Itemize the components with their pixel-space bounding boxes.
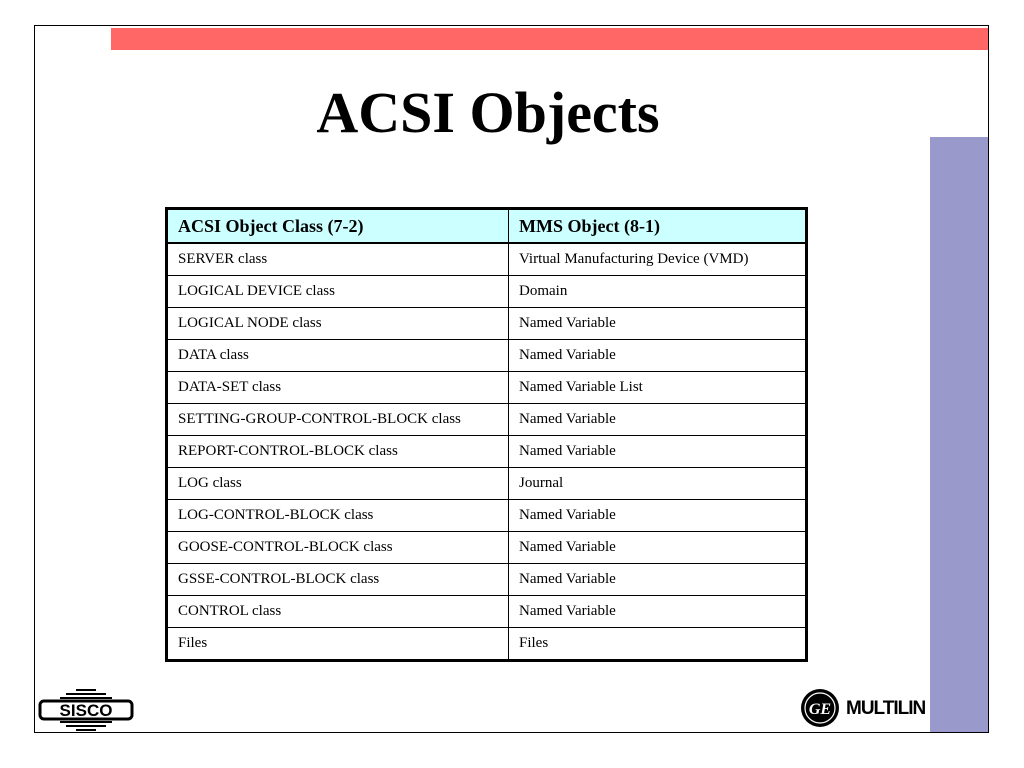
acsi-class-cell: REPORT-CONTROL-BLOCK class: [167, 436, 509, 468]
header-mms-object: MMS Object (8-1): [509, 209, 807, 244]
table-row: [167, 276, 807, 308]
table-row: [167, 340, 807, 372]
multilin-wordmark: MULTILIN: [846, 698, 926, 719]
header-acsi-class: ACSI Object Class (7-2): [167, 209, 509, 244]
acsi-class-cell: LOG class: [167, 468, 509, 500]
table-row: [167, 372, 807, 404]
mms-object-cell: Named Variable: [509, 500, 807, 532]
table-row: [167, 628, 807, 661]
mms-object-cell: Named Variable: [509, 532, 807, 564]
sisco-logo-text: SISCO: [59, 701, 113, 720]
mms-object-cell: Named Variable: [509, 404, 807, 436]
mms-object-cell: Virtual Manufacturing Device (VMD): [509, 243, 807, 276]
table-row: [167, 564, 807, 596]
acsi-class-cell: LOG-CONTROL-BLOCK class: [167, 500, 509, 532]
mms-object-cell: Journal: [509, 468, 807, 500]
mms-object-cell: Named Variable: [509, 564, 807, 596]
acsi-class-cell: SERVER class: [167, 243, 509, 276]
acsi-class-cell: SETTING-GROUP-CONTROL-BLOCK class: [167, 404, 509, 436]
table-row: [167, 404, 807, 436]
acsi-objects-table: [165, 207, 808, 662]
table-row: [167, 308, 807, 340]
mms-object-cell: Named Variable: [509, 308, 807, 340]
acsi-class-cell: GOOSE-CONTROL-BLOCK class: [167, 532, 509, 564]
mms-object-cell: Named Variable List: [509, 372, 807, 404]
ge-monogram-logo: [800, 688, 840, 728]
table-row: [167, 436, 807, 468]
ge-monogram-text: GE: [808, 701, 832, 718]
side-accent-bar: [930, 137, 988, 732]
table-row: [167, 532, 807, 564]
acsi-class-cell: Files: [167, 628, 509, 661]
table-header-row: [167, 209, 807, 244]
acsi-class-cell: LOGICAL NODE class: [167, 308, 509, 340]
mms-object-cell: Domain: [509, 276, 807, 308]
mms-object-cell: Named Variable: [509, 596, 807, 628]
acsi-class-cell: CONTROL class: [167, 596, 509, 628]
mms-object-cell: Named Variable: [509, 340, 807, 372]
acsi-class-cell: GSSE-CONTROL-BLOCK class: [167, 564, 509, 596]
sisco-logo: [38, 686, 134, 734]
table-row: [167, 468, 807, 500]
mms-object-cell: Files: [509, 628, 807, 661]
acsi-class-cell: LOGICAL DEVICE class: [167, 276, 509, 308]
top-accent-bar: [111, 28, 988, 50]
table-row: [167, 243, 807, 276]
table-row: [167, 500, 807, 532]
acsi-class-cell: DATA class: [167, 340, 509, 372]
slide-title: ACSI Objects: [316, 80, 660, 145]
table-row: [167, 596, 807, 628]
acsi-class-cell: DATA-SET class: [167, 372, 509, 404]
mms-object-cell: Named Variable: [509, 436, 807, 468]
